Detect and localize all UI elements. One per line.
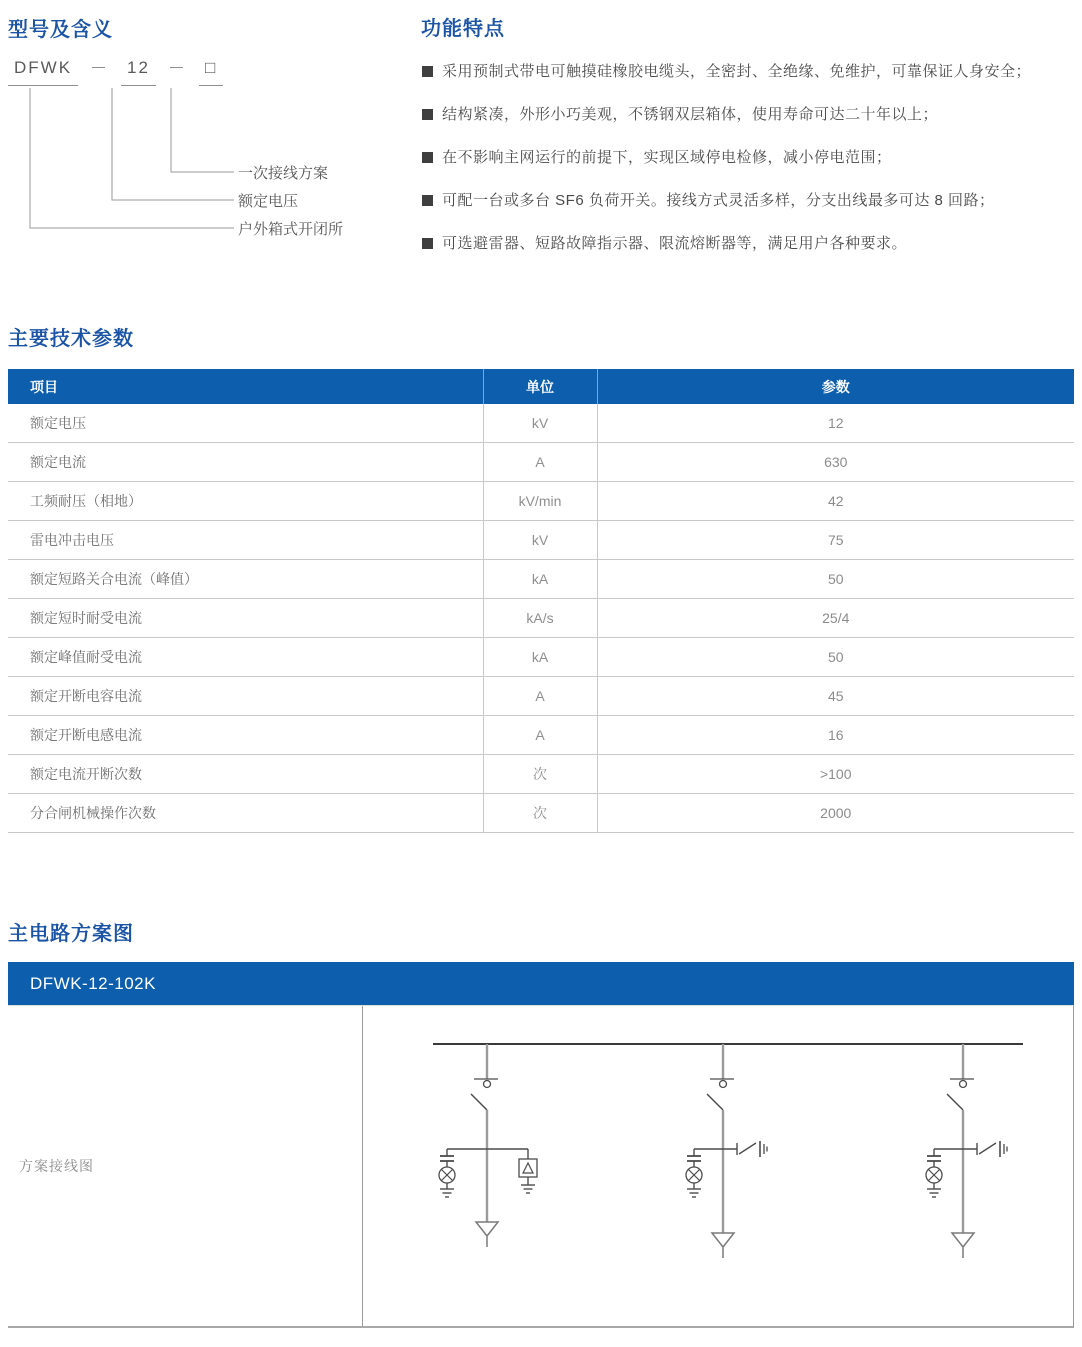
- param-value-cell: 45: [597, 677, 1074, 716]
- model-section-title: 型号及含义: [8, 19, 113, 41]
- param-value-cell: >100: [597, 755, 1074, 794]
- table-row: [8, 677, 1074, 716]
- table-row: [8, 716, 1074, 755]
- param-unit-cell: A: [483, 716, 597, 755]
- table-row: [8, 794, 1074, 833]
- param-item-cell: 额定电压: [8, 404, 483, 443]
- feature-item: [421, 191, 1076, 211]
- model-code-separator: －: [167, 59, 187, 78]
- param-unit-cell: kA/s: [483, 599, 597, 638]
- param-value-cell: 630: [597, 443, 1074, 482]
- model-code-part: 12: [121, 58, 156, 86]
- square-bullet-icon: [422, 66, 433, 77]
- model-label-product: 户外箱式开闭所: [238, 221, 344, 238]
- switch-pivot: [484, 1081, 491, 1088]
- feature-item-text: 在不影响主网运行的前提下，实现区域停电检修，减小停电范围；: [442, 149, 892, 166]
- params-col-item: 项目: [8, 369, 483, 404]
- table-row: [8, 482, 1074, 521]
- features-section-title: 功能特点: [421, 18, 505, 40]
- param-unit-cell: kA: [483, 638, 597, 677]
- features-list: [421, 62, 1076, 254]
- param-value-cell: 25/4: [597, 599, 1074, 638]
- params-col-unit: 单位: [483, 369, 597, 404]
- square-bullet-icon: [422, 238, 433, 249]
- table-row: [8, 560, 1074, 599]
- param-item-cell: 分合闸机械操作次数: [8, 794, 483, 833]
- cable-termination-symbol: [952, 1233, 974, 1247]
- param-item-cell: 额定电流开断次数: [8, 755, 483, 794]
- param-unit-cell: kV: [483, 521, 597, 560]
- table-row: [8, 755, 1074, 794]
- table-row: [8, 521, 1074, 560]
- param-value-cell: 42: [597, 482, 1074, 521]
- param-item-cell: 额定开断电容电流: [8, 677, 483, 716]
- scheme-section-title: 主电路方案图: [8, 923, 134, 945]
- scheme-table: [8, 1005, 1074, 1328]
- earth-switch-symbol: [739, 1143, 756, 1154]
- params-header-row: [8, 369, 1074, 404]
- param-unit-cell: A: [483, 677, 597, 716]
- param-item-cell: 额定峰值耐受电流: [8, 638, 483, 677]
- switch-pivot: [720, 1081, 727, 1088]
- feature-item: [421, 105, 1076, 125]
- model-connector-lines: [8, 88, 248, 238]
- param-unit-cell: 次: [483, 755, 597, 794]
- param-value-cell: 50: [597, 638, 1074, 677]
- scheme-row-label-cell: [8, 1006, 363, 1326]
- model-code: [8, 54, 223, 86]
- model-label-scheme: 一次接线方案: [238, 165, 329, 182]
- square-bullet-icon: [422, 152, 433, 163]
- square-bullet-icon: [422, 109, 433, 120]
- param-item-cell: 工频耐压（相地）: [8, 482, 483, 521]
- param-value-cell: 75: [597, 521, 1074, 560]
- switch-blade: [947, 1094, 963, 1110]
- param-item-cell: 雷电冲击电压: [8, 521, 483, 560]
- switch-blade: [707, 1094, 723, 1110]
- params-col-value: 参数: [597, 369, 1074, 404]
- table-row: [8, 638, 1074, 677]
- feature-item-text: 结构紧凑，外形小巧美观，不锈钢双层箱体，使用寿命可达二十年以上；: [442, 106, 939, 123]
- feature-item: [421, 62, 1076, 82]
- feature-item-text: 可选避雷器、短路故障指示器、限流熔断器等，满足用户各种要求。: [442, 235, 908, 252]
- square-bullet-icon: [422, 195, 433, 206]
- param-item-cell: 额定开断电感电流: [8, 716, 483, 755]
- cable-termination-symbol: [476, 1222, 498, 1236]
- feature-item: [421, 234, 1076, 254]
- scheme-code-bar: [8, 962, 1074, 1005]
- features-section: [421, 12, 1076, 277]
- param-item-cell: 额定电流: [8, 443, 483, 482]
- table-row: [8, 443, 1074, 482]
- switch-blade: [471, 1094, 487, 1110]
- param-item-cell: 额定短路关合电流（峰值）: [8, 560, 483, 599]
- feature-item-text: 采用预制式带电可触摸硅橡胶电缆头，全密封、全绝缘、免维护，可靠保证人身安全；: [442, 63, 1032, 80]
- model-label-voltage: 额定电压: [238, 193, 299, 210]
- param-value-cell: 16: [597, 716, 1074, 755]
- param-value-cell: 2000: [597, 794, 1074, 833]
- table-row: [8, 599, 1074, 638]
- param-unit-cell: kV/min: [483, 482, 597, 521]
- param-item-cell: 额定短时耐受电流: [8, 599, 483, 638]
- param-unit-cell: kV: [483, 404, 597, 443]
- earth-switch-symbol: [979, 1143, 996, 1154]
- param-value-cell: 12: [597, 404, 1074, 443]
- scheme-row-label: 方案接线图: [19, 1158, 94, 1174]
- scheme-code: DFWK-12-102K: [30, 973, 156, 993]
- model-code-separator: －: [90, 59, 110, 78]
- params-table-body: [8, 404, 1074, 833]
- param-unit-cell: kA: [483, 560, 597, 599]
- feature-item: [421, 148, 1076, 168]
- single-line-diagram: [363, 1006, 1073, 1327]
- params-section-title: 主要技术参数: [8, 328, 134, 350]
- scheme-diagram-cell: [363, 1006, 1073, 1326]
- param-value-cell: 50: [597, 560, 1074, 599]
- model-code-part: □: [199, 58, 223, 86]
- feature-item-text: 可配一台或多台 SF6 负荷开关。接线方式灵活多样，分支出线最多可达 8 回路；: [442, 192, 995, 209]
- params-table: [8, 369, 1074, 833]
- param-unit-cell: 次: [483, 794, 597, 833]
- switch-pivot: [960, 1081, 967, 1088]
- model-code-part: DFWK: [8, 58, 78, 86]
- table-row: [8, 404, 1074, 443]
- cable-termination-symbol: [712, 1233, 734, 1247]
- param-unit-cell: A: [483, 443, 597, 482]
